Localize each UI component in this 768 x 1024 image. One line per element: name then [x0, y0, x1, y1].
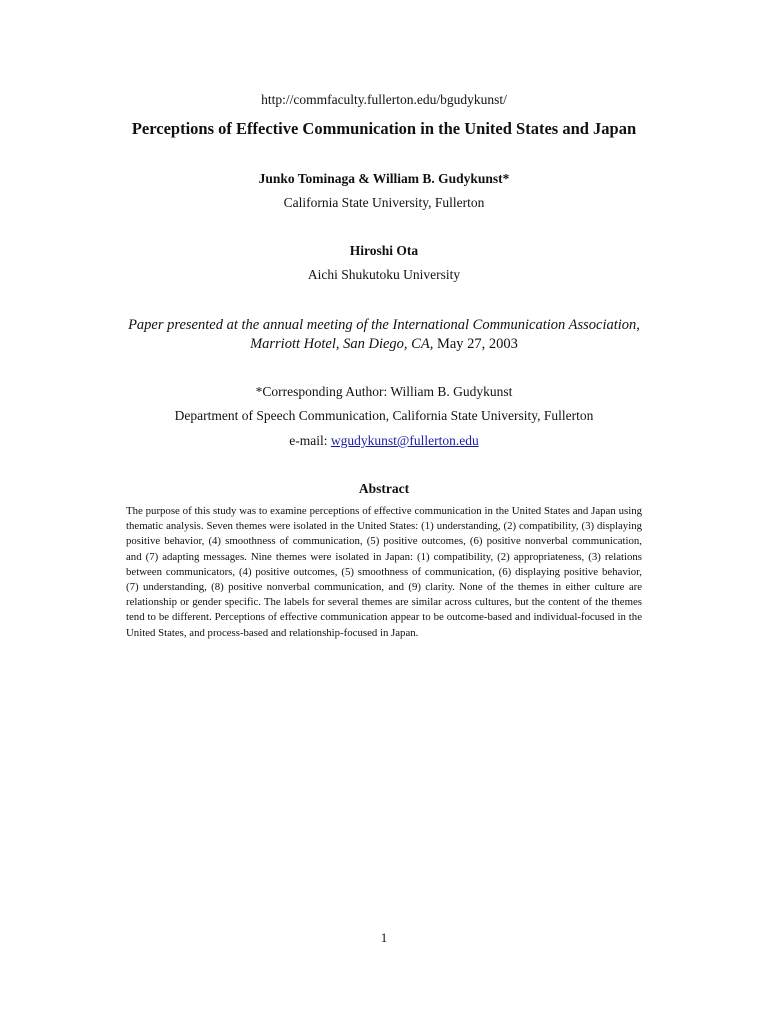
- presentation-venue: Marriott Hotel, San Diego, CA,: [250, 336, 434, 352]
- author-name-secondary: Hiroshi Ota: [349, 243, 419, 258]
- paper-title: Perceptions of Effective Communication in the United States and Japan: [131, 119, 637, 138]
- presentation-date: May 27, 2003: [433, 336, 518, 352]
- author-names-primary: Junko Tominaga & William B. Gudykunst*: [258, 171, 510, 186]
- presentation-line-2: [0, 335, 768, 354]
- author-affiliation-secondary: Aichi Shukutoku University: [307, 267, 461, 282]
- source-url: http://commfaculty.fullerton.edu/bgudykunst/: [261, 92, 507, 107]
- abstract-heading: Abstract: [358, 481, 410, 496]
- abstract-body: The purpose of this study was to examine perceptions of effective communication in the United States and Japan using thematic analysis. Seven themes were isolated in the United States: (1) understanding, (2) compatibility, (3) displaying positive behavior, (4) smoothness of communication, (5) positive outcomes, (6) positive nonverbal communication, and (7) adapting messages. Nine themes were isolated in Japan: (1) compatibility, (2) appropriateness, (3) relations between communicators, (4) positive outcomes, (5) smoothness of communication, (6) displaying positive behavior, (7) understanding, (8) positive nonverbal communication, and (9) clarity. None of the themes in either culture are relationship or gender specific. The labels for several themes are similar across cultures, but the content of the themes tend to be different. Perceptions of effective communication appear to be outcome-based and individual-focused in the United States, and process-based and relationship-focused in Japan.: [126, 505, 642, 639]
- presentation-note: [0, 316, 768, 354]
- page-number: 1: [380, 930, 388, 945]
- department-line: Department of Speech Communication, California State University, Fullerton: [174, 408, 594, 423]
- corresponding-author: *Corresponding Author: William B. Gudykunst: [255, 384, 513, 399]
- email-label: e-mail:: [289, 433, 331, 448]
- email-link[interactable]: wgudykunst@fullerton.edu: [330, 433, 479, 448]
- email-line: [0, 433, 768, 449]
- author-affiliation-primary: California State University, Fullerton: [283, 195, 485, 210]
- presentation-line-1: Paper presented at the annual meeting of the International Communication Association,: [128, 317, 640, 333]
